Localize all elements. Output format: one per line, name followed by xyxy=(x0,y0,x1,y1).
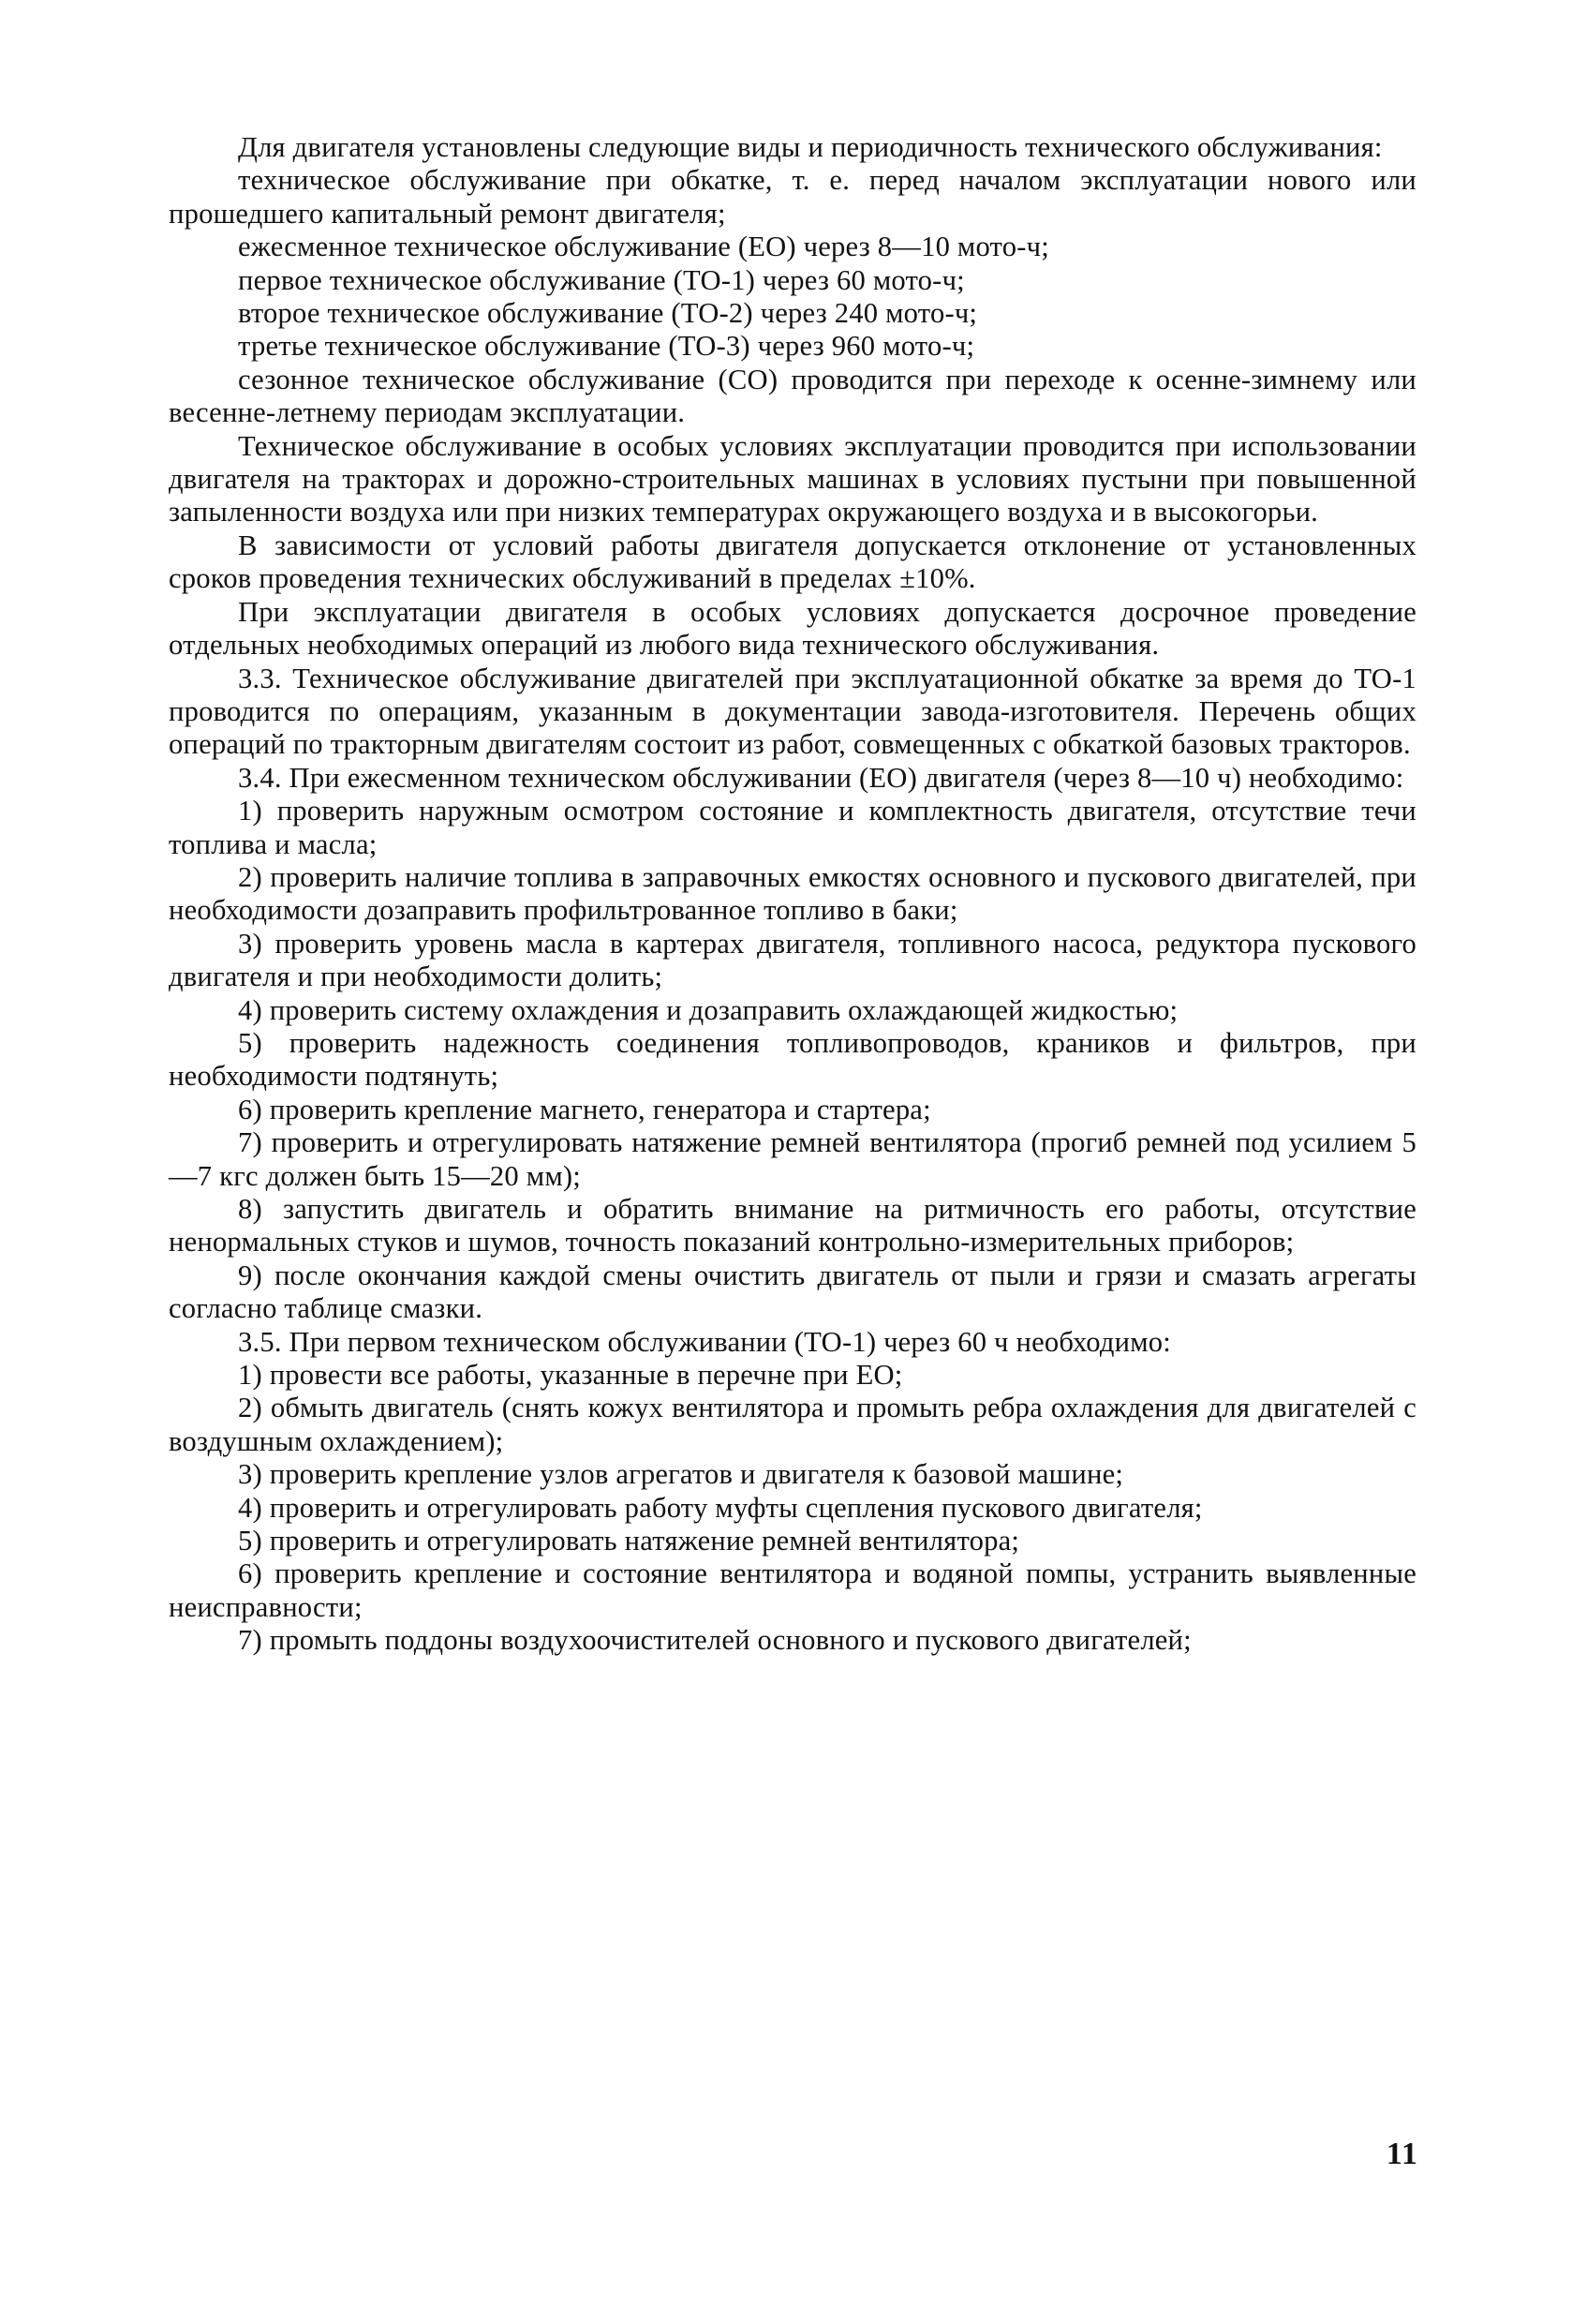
paragraph: Техническое обслуживание в особых условиях эксплуатации проводится при использовании двигателя на тракторах и дорожно-строительных машинах в условиях пустыни при повышенной запыленности воздуха или при низких температурах окружающего воздуха и в высокогорьи. xyxy=(169,429,1416,529)
paragraph: 4) проверить систему охлаждения и дозаправить охлаждающей жидкостью; xyxy=(238,993,1179,1026)
paragraph: Для двигателя установлены следующие виды и периодичность технического обслуживания: xyxy=(238,131,1383,163)
paragraph: 4) проверить и отрегулировать работу муфты сцепления пускового двигателя; xyxy=(238,1491,1203,1524)
paragraph: 5) проверить и отрегулировать натяжение ремней вентилятора; xyxy=(238,1525,1020,1557)
paragraph: второе техническое обслуживание (ТО-2) через 240 мото-ч; xyxy=(238,297,978,330)
paragraph: ежесменное техническое обслуживание (ЕО) через 8—10 мото-ч; xyxy=(238,231,1049,263)
paragraph: 3) проверить крепление узлов агрегатов и двигателя к базовой машине; xyxy=(238,1458,1124,1491)
paragraph: 1) проверить наружным осмотром состояние и комплектность двигателя, отсутствие течи топлива и масла; xyxy=(169,795,1416,860)
paragraph: 6) проверить крепление магнето, генератора и стартера; xyxy=(238,1093,931,1125)
paragraph: 3.4. При ежесменном техническом обслуживании (ЕО) двигателя (через 8—10 ч) необходимо: xyxy=(238,761,1404,794)
paragraph: третье техническое обслуживание (ТО-3) через 960 мото-ч; xyxy=(238,330,975,363)
paragraph: 5) проверить надежность соединения топливопроводов, краников и фильтров, при необходимости подтянуть; xyxy=(169,1026,1416,1093)
paragraph: 3.3. Техническое обслуживание двигателей при эксплуатационной обкатке за время до ТО-1 проводится по операциям, указанным в документации завода-изготовителя. Перечень общих операций по тракторным двигателям состоит из работ, совмещенных с обкаткой базовых тракторов. xyxy=(169,662,1416,761)
paragraph: В зависимости от условий работы двигателя допускается отклонение от установленных сроков проведения технических обслуживаний в пределах ±10%. xyxy=(169,529,1416,595)
paragraph: первое техническое обслуживание (ТО-1) через 60 мото-ч; xyxy=(238,263,965,296)
paragraph: техническое обслуживание при обкатке, т. е. перед началом эксплуатации нового или прошедшего капитальный ремонт двигателя; xyxy=(169,164,1416,230)
paragraph: При эксплуатации двигателя в особых условиях допускается досрочное проведение отдельных необходимых операций из любого вида технического обслуживания. xyxy=(169,595,1416,662)
paragraph: 7) промыть поддоны воздухоочистителей основного и пускового двигателей; xyxy=(238,1624,1192,1657)
page-number: 11 xyxy=(1386,2137,1418,2171)
paragraph: 3) проверить уровень масла в картерах двигателя, топливного насоса, редуктора пускового двигателя и при необходимости долить; xyxy=(169,927,1416,993)
paragraph: 2) обмыть двигатель (снять кожух вентилятора и промыть ребра охлаждения для двигателей с воздушным охлаждением); xyxy=(169,1392,1416,1457)
paragraph: 7) проверить и отрегулировать натяжение ремней вентилятора (прогиб ремней под усилием 5—7 кгс должен быть 15—20 мм); xyxy=(169,1126,1416,1192)
paragraph: 9) после окончания каждой смены очистить двигатель от пыли и грязи и смазать агрегаты согласно таблице смазки. xyxy=(169,1259,1416,1325)
paragraph: 1) провести все работы, указанные в перечне при ЕО; xyxy=(238,1359,903,1392)
paragraph: 8) запустить двигатель и обратить внимание на ритмичность его работы, отсутствие ненормальных стуков и шумов, точность показаний контрольно-измерительных приборов; xyxy=(169,1193,1416,1259)
paragraph: сезонное техническое обслуживание (СО) проводится при переходе к осенне-зимнему или весенне-летнему периодам эксплуатации. xyxy=(169,363,1416,429)
body-text xyxy=(169,131,1416,1658)
paragraph: 2) проверить наличие топлива в заправочных емкостях основного и пускового двигателей, при необходимости дозаправить профильтрованное топливо в баки; xyxy=(169,860,1416,927)
paragraph: 3.5. При первом техническом обслуживании (ТО-1) через 60 ч необходимо: xyxy=(238,1325,1171,1358)
paragraph: 6) проверить крепление и состояние вентилятора и водяной помпы, устранить выявленные неисправности; xyxy=(169,1557,1416,1623)
